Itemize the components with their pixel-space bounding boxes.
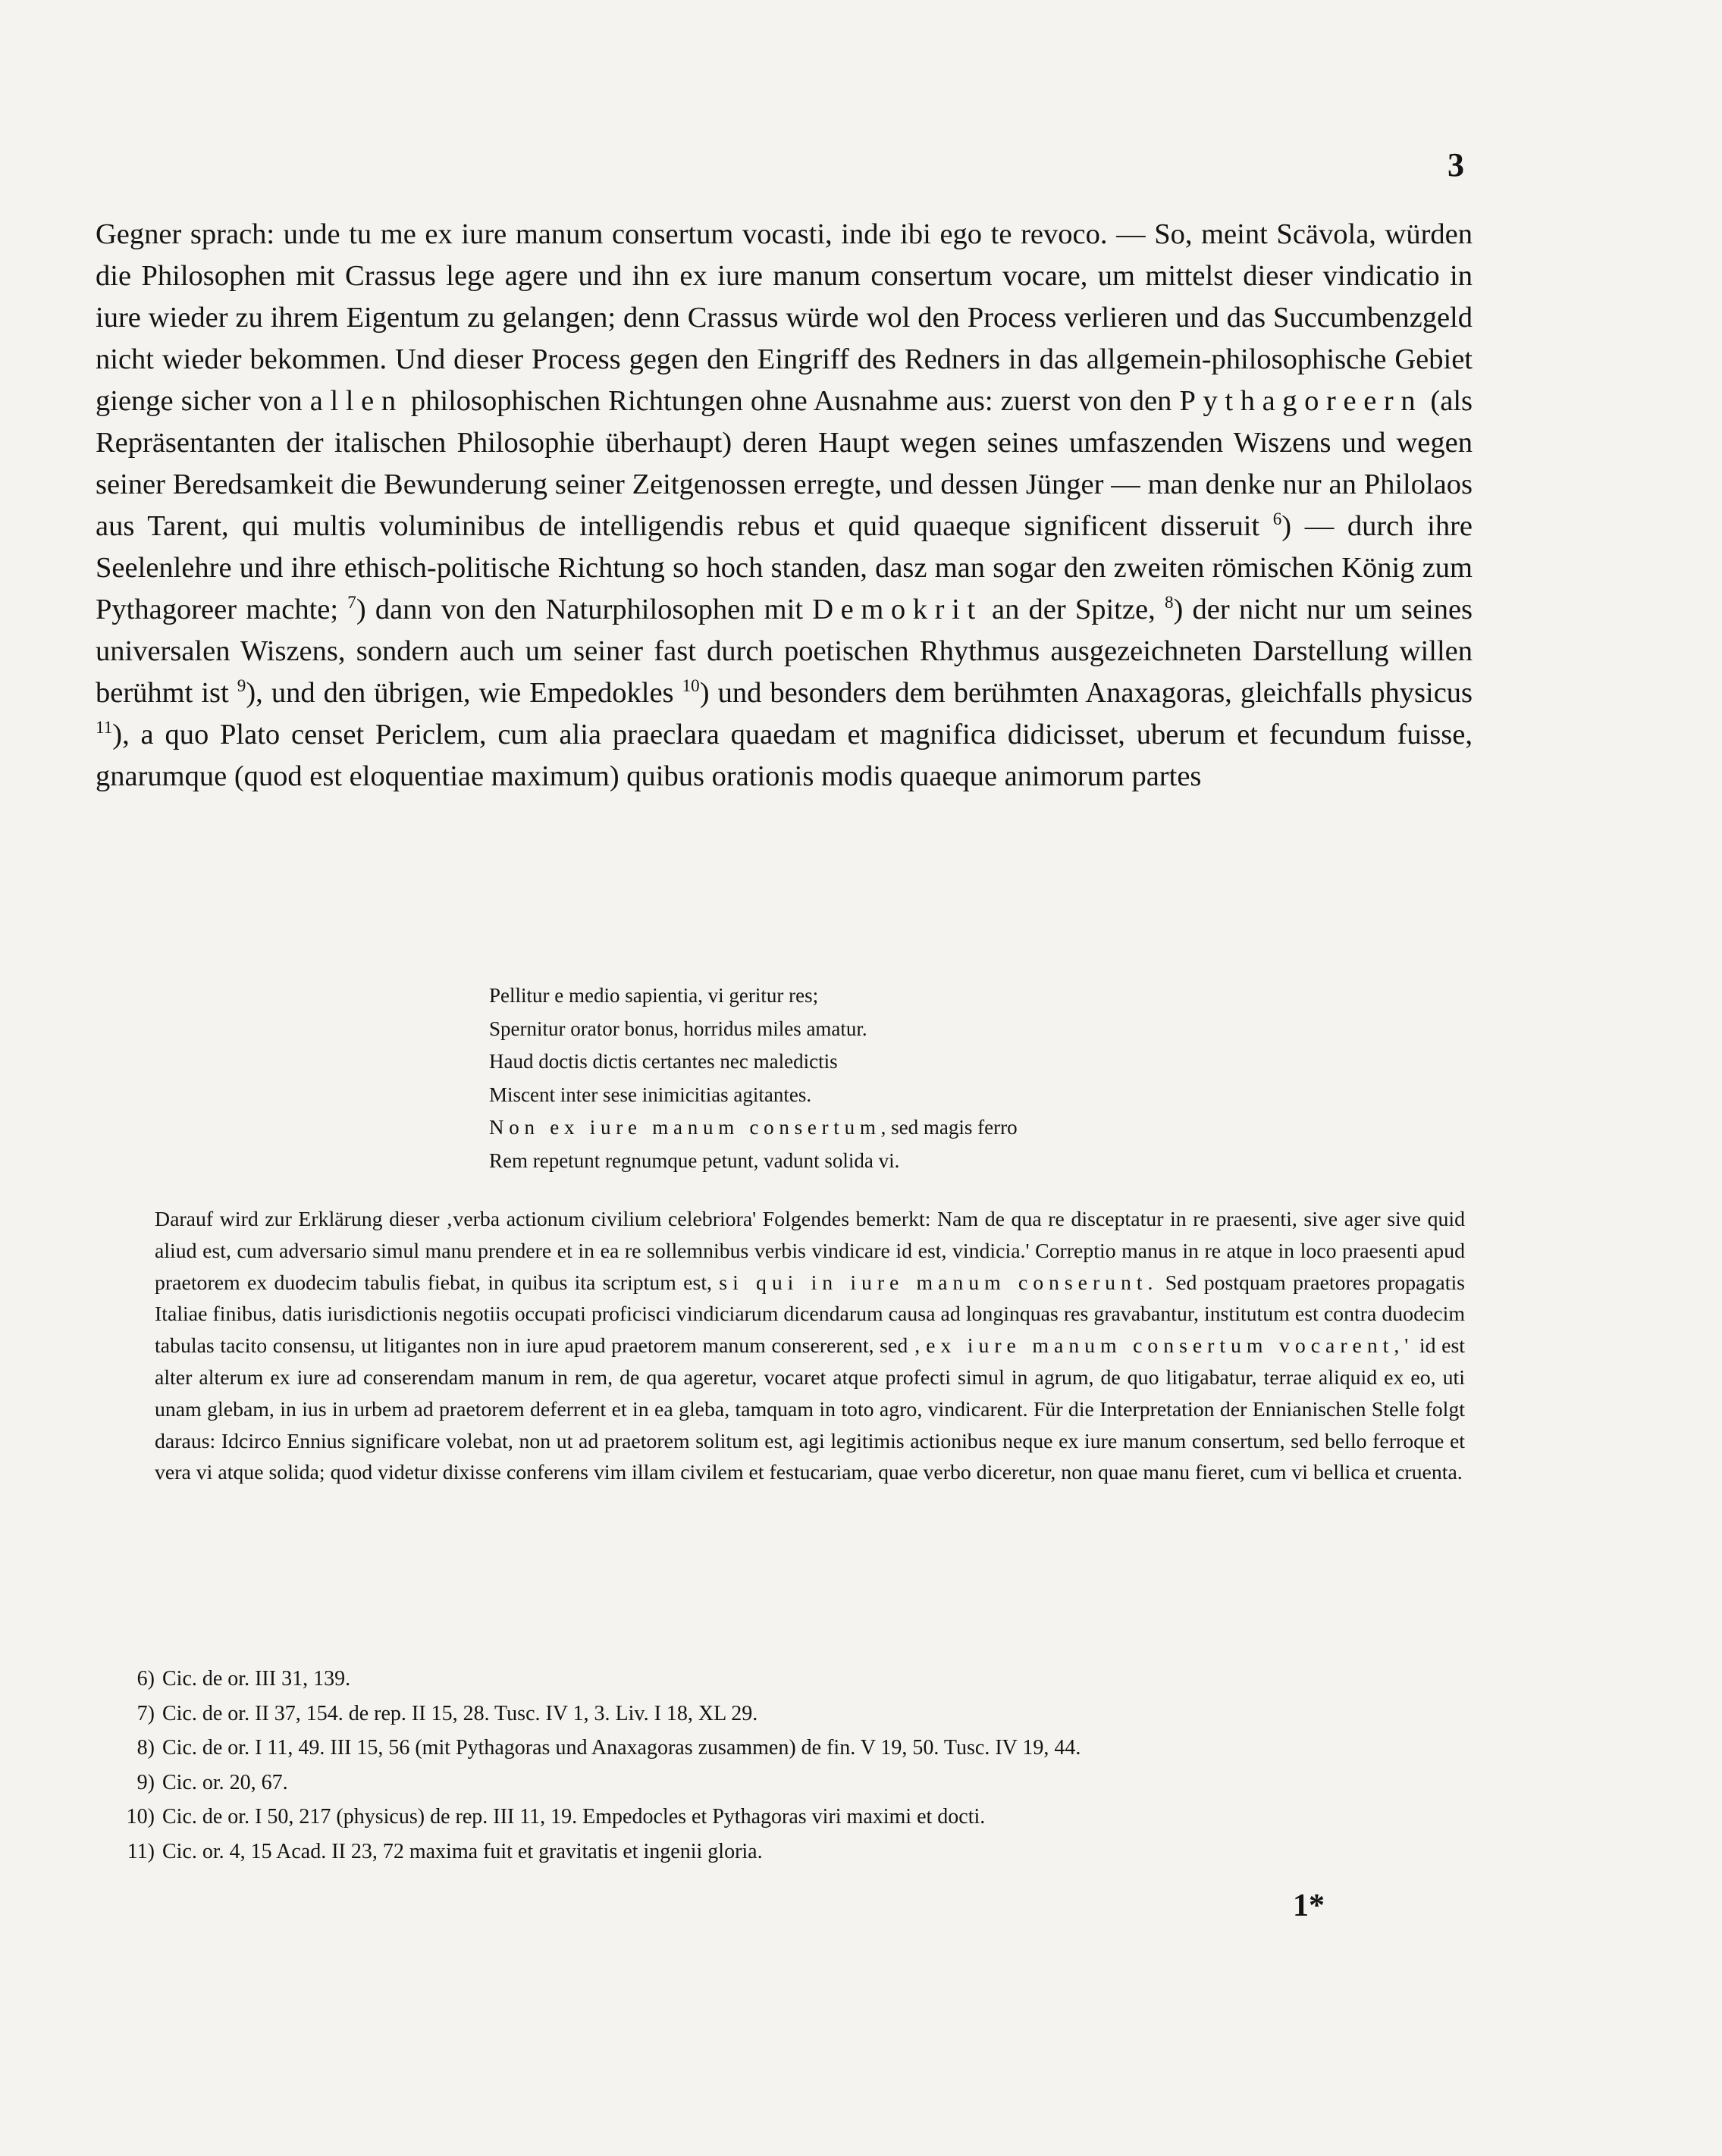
text-part: ), a quo Plato censet Periclem, cum alia praeclara quaedam et magnifica didicisset, uberum et fecundum fuisse, gnarumque (quod est eloquentiae maximum) quibus orationis modis quaeque animorum partes xyxy=(96,719,1473,792)
footnote-text: Cic. de or. III 31, 139. xyxy=(162,1667,351,1691)
footnote-number: 11) xyxy=(127,1839,155,1863)
footnote-item xyxy=(114,1800,1479,1835)
footnote-item xyxy=(114,1697,1479,1731)
spaced-emphasis: Non ex iure manum consertum xyxy=(489,1116,881,1139)
footnote-text: Cic. or. 20, 67. xyxy=(162,1770,288,1794)
footnote-quotation xyxy=(155,1204,1465,1489)
verse-line: Spernitur orator bonus, horridus miles amatur. xyxy=(489,1017,867,1040)
text-part: philosophischen Richtungen ohne Ausnahme aus: zuerst von den xyxy=(410,385,1172,417)
verse-line: Pellitur e medio sapientia, vi geritur res; xyxy=(489,984,819,1007)
text-part: Gegner sprach: unde tu me ex iure manum consertum vocasti, inde ibi ego te revoco. — So, meint Scävola, würden die Philosophen mit Crassus lege agere und ihn ex iure manum consertum vocare, um mittelst dieser vindicatio in iure wieder zu ihrem Eigentum zu gelangen; denn Crassus würde wol den Process verlieren und das Succumbenzgeld nicht wieder bekommen. Und dieser Process gegen den Eingriff des Redners in das allgemein-philosophische Gebiet gienge sicher von xyxy=(96,218,1473,417)
page-number: 3 xyxy=(1448,146,1464,183)
footnote-text: Cic. de or. I 50, 217 (physicus) de rep. III 11, 19. Empedocles et Pythagoras viri maximi et docti. xyxy=(162,1805,986,1829)
text-part: ) und besonders dem berühmten Anaxagoras, gleichfalls physicus xyxy=(699,677,1473,709)
footnote-item xyxy=(114,1835,1479,1869)
text-part: Darauf wird zur Erklärung dieser ‚verba actionum civilium celebriora' Folgendes bemerkt: Nam de qua re disceptatur in re praesenti, sive ager sive quid aliud est, cum adversario simul manu prendere et in ea re sollemnibus verbis vindicare id est, vindicia.' Correptio manus in re atque in loco praesenti apud praetorem ex duodecim tabulis fiebat, in quibus ita scriptum est, xyxy=(155,1208,1465,1295)
main-paragraph xyxy=(96,214,1473,798)
footnote-number: 8) xyxy=(136,1736,155,1760)
footnote-item xyxy=(114,1731,1479,1766)
text-part: Sed postquam praetores propagatis Italiae finibus, datis iurisdictionis negotiis occupati proficisci vindiciarum dicendarum causa ad longinquas res gravabantur, institutum est contra duodecim tabulas tacito consensu, ut litigantes non in iure apud praetorem manum consererent, sed xyxy=(155,1271,1465,1358)
footnote-ref: 9 xyxy=(237,675,246,696)
ennius-verse-quote xyxy=(489,979,1323,1177)
footnote-item xyxy=(114,1766,1479,1800)
text-part: ) — durch ihre Seelenlehre und ihre ethisch-politische Richtung so hoch standen, dasz man sogar den zweiten römischen König zum Pythagoreer machte; xyxy=(96,510,1473,625)
verse-line: Rem repetunt regnumque petunt, vadunt solida vi. xyxy=(489,1149,900,1172)
verse-line: Miscent inter sese inimicitias agitantes. xyxy=(489,1083,812,1106)
footnote-text: Cic. de or. I 11, 49. III 15, 56 (mit Pythagoras und Anaxagoras zusammen) de fin. V 19, 50. Tusc. IV 19, 44. xyxy=(162,1736,1081,1760)
footnotes-list xyxy=(114,1662,1479,1869)
footnote-text: Cic. de or. II 37, 154. de rep. II 15, 28. Tusc. IV 1, 3. Liv. I 18, XL 29. xyxy=(162,1701,758,1725)
text-part: id est alter alterum ex iure ad conserendam manum in rem, de qua ageretur, vocaret atque profecti simul in agrum, de quo litigabatur, terrae aliquid ex eo, uti unam glebam, in ius in urbem ad praetorem deferrent et in ea gleba, tamquam in toto agro, vindicarent. Für die Interpretation der Ennianischen Stelle folgt daraus: Idcirco Ennius significare volebat, non ut ad praetorem solitum est, agi legitimis actionibus neque ex iure manum consertum, sed bello ferroque et vera vi atque solida; quod videtur dixisse conferens vim illam civilem et festucariam, quae verbo diceretur, non quae manu fieret, cum vi bellica et cruenta. xyxy=(155,1334,1465,1485)
footnote-item xyxy=(114,1662,1479,1697)
text-part: ) dann von den Naturphilosophen mit xyxy=(356,594,804,625)
footnote-ref: 7 xyxy=(347,592,356,613)
printer-signature: 1* xyxy=(1293,1888,1325,1923)
spaced-emphasis: allen xyxy=(309,385,403,417)
footnote-number: 6) xyxy=(136,1667,155,1691)
text-part: , sed magis ferro xyxy=(880,1116,1018,1139)
verse-line: Haud doctis dictis certantes nec maledictis xyxy=(489,1050,838,1073)
spaced-emphasis: Demokrit xyxy=(812,594,983,625)
footnote-number: 10) xyxy=(126,1805,155,1829)
footnote-ref: 10 xyxy=(682,675,700,696)
footnote-number: 9) xyxy=(136,1770,155,1794)
footnote-ref: 6 xyxy=(1272,509,1282,529)
text-part: an der Spitze, xyxy=(991,594,1156,625)
spaced-emphasis: Pythagoreern xyxy=(1179,385,1423,417)
spaced-emphasis: si qui in iure manum conserunt. xyxy=(719,1271,1159,1295)
footnote-number: 7) xyxy=(136,1701,155,1725)
text-part: ) der nicht nur um seines universalen Wiszens, sondern auch um seiner fast durch poetischen Rhythmus ausgezeichneten Darstellung willen berühmt ist xyxy=(96,594,1473,709)
footnote-ref: 11 xyxy=(96,717,113,738)
text-part: (als Repräsentanten der italischen Philosophie überhaupt) deren Haupt wegen seines umfaszenden Wiszens und wegen seiner Beredsamkeit die Bewunderung seiner Zeitgenossen erregte, und dessen Jünger — man denke nur an Philolaos aus Tarent, qui multis voluminibus de intelligendis rebus et quid quaeque significent disseruit xyxy=(96,385,1473,542)
spaced-emphasis: ‚ex iure manum consertum vocarent,' xyxy=(913,1334,1414,1358)
footnote-text: Cic. or. 4, 15 Acad. II 23, 72 maxima fuit et gravitatis et ingenii gloria. xyxy=(162,1839,763,1863)
verse-line xyxy=(489,1111,1323,1145)
footnote-ref: 8 xyxy=(1164,592,1174,613)
text-part: ), und den übrigen, wie Empedokles xyxy=(246,677,674,709)
